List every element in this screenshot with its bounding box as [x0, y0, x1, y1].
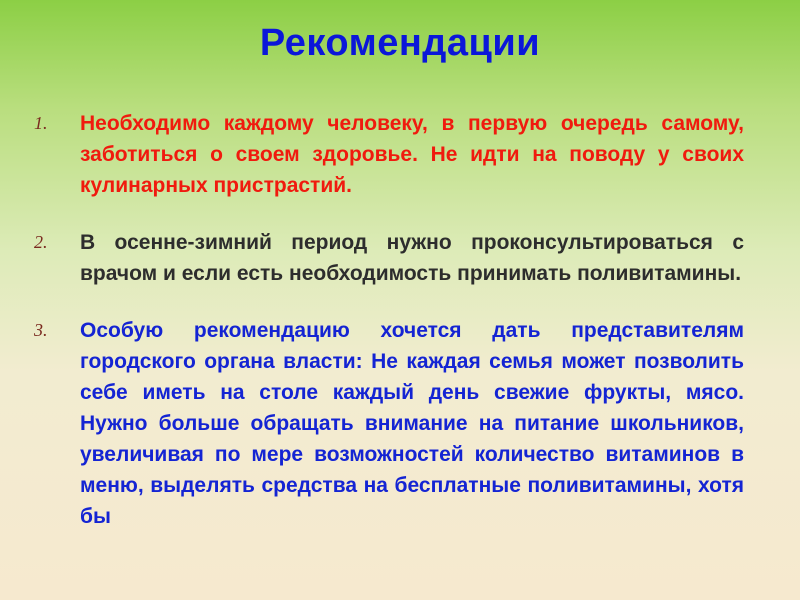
recommendations-list [34, 108, 744, 558]
list-item [34, 227, 744, 289]
slide-title: Рекомендации [259, 22, 541, 64]
item-number: 2. [34, 232, 48, 252]
item-number: 3. [34, 320, 48, 340]
item-text: В осенне-зимний период нужно проконсультироваться с врачом и если есть необходимость принимать поливитамины. [80, 231, 744, 285]
list-item [34, 108, 744, 201]
item-text: Необходимо каждому человеку, в первую очередь самому, заботиться о своем здоровье. Не идти на поводу у своих кулинарных пристрастий. [80, 112, 744, 197]
item-text: Особую рекомендацию хочется дать представителям городского органа власти: Не каждая семья может позволить себе иметь на столе каждый день свежие фрукты, мясо. Нужно больше обращать внимание на питание школьников, увеличивая по мере возможностей количество витаминов в меню, выделять средства на бесплатные поливитамины, хотя бы [80, 319, 744, 528]
item-number: 1. [34, 113, 48, 133]
list-item [34, 315, 744, 532]
